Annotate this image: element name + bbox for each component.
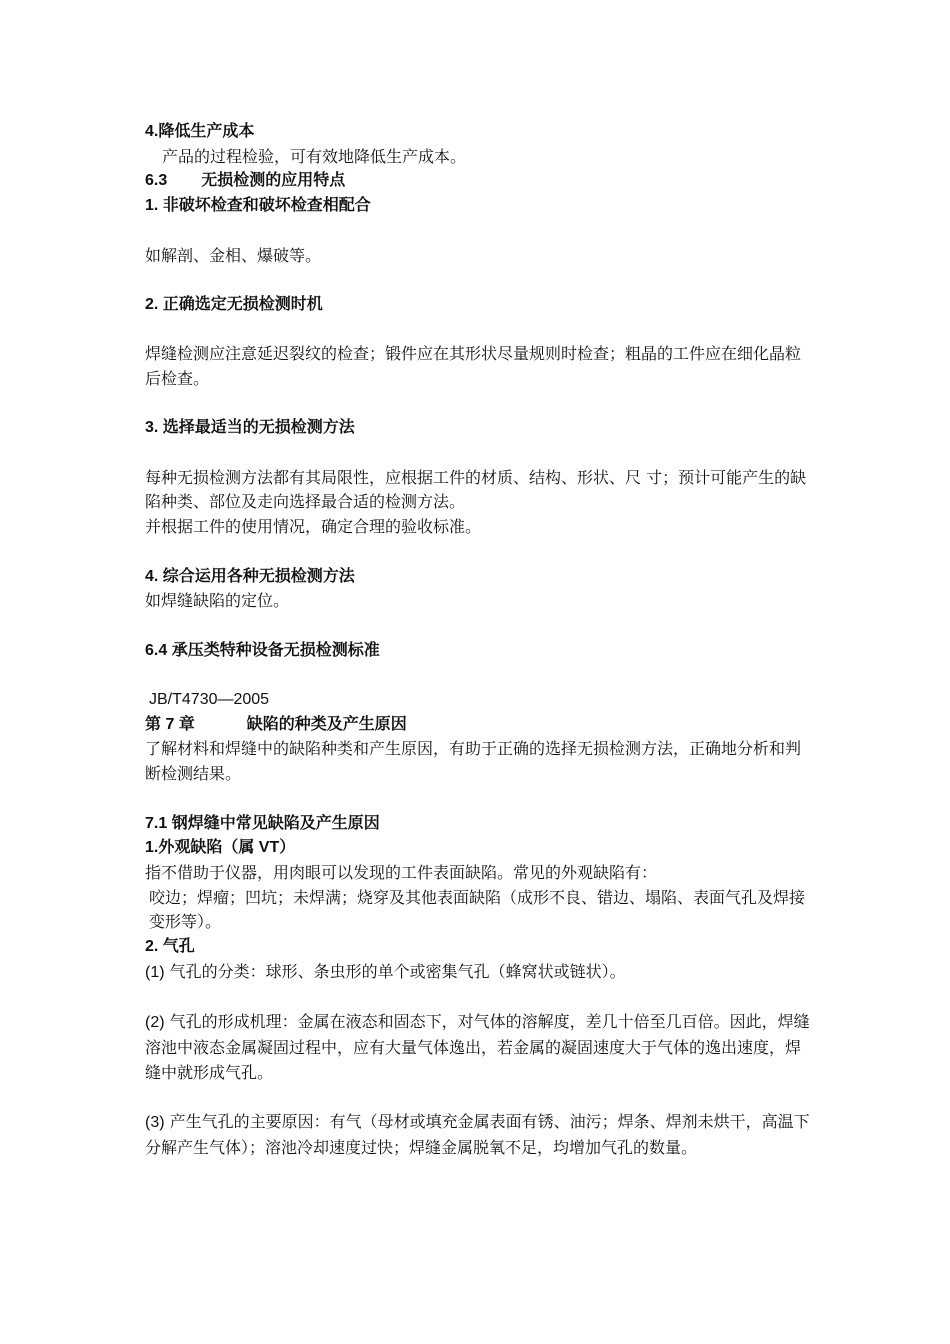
section-6-3-title: 无损检测的应用特点 [201, 172, 346, 190]
point-4-text: 如焊缝缺陷的定位。 [145, 591, 290, 611]
chapter-7-title: 缺陷的种类及产生原因 [246, 715, 407, 733]
section-4-heading: 4.降低生产成本 [145, 123, 255, 140]
point-1-text: 如解剖、金相、爆破等。 [145, 245, 322, 265]
visual-defects-text-1: 指不借助于仪器，用肉眼可以发现的工件表面缺陷。常见的外观缺陷有： [145, 862, 658, 882]
point-2-text: 焊缝检测应注意延迟裂纹的检查；锻件应在其形状尽量规则时检查；粗晶的工件应在细化晶粒后检查。 [145, 344, 802, 388]
point-3-heading: 3. 选择最适当的无损检测方法 [145, 419, 355, 437]
porosity-item-3-number: (3) [145, 1113, 165, 1131]
chapter-7-number: 第 7 章 [145, 715, 195, 733]
point-4-heading: 4. 综合运用各种无损检测方法 [145, 567, 355, 585]
chapter-7-intro: 了解材料和焊缝中的缺陷种类和产生原因，有助于正确的选择无损检测方法，正确地分析和判断检测结果。 [145, 739, 802, 784]
porosity-item-3 [145, 1110, 810, 1160]
porosity-item-1-number: (1) [145, 963, 165, 981]
porosity-heading: 2. 气孔 [145, 938, 195, 956]
porosity-item-3-text: 产生气孔的主要原因：有气（母材或填充金属表面有锈、油污；焊条、焊剂未烘干，高温下分解产生气体）；溶池冷却速度过快；焊缝金属脱氧不足，均增加气孔的数量。 [145, 1111, 810, 1157]
section-6-4-heading: 6.4 承压类特种设备无损检测标准 [145, 641, 380, 659]
point-2-heading: 2. 正确选定无损检测时机 [145, 295, 323, 313]
standard-code: JB/T4730—2005 [149, 691, 270, 709]
porosity-item-1-text: 气孔的分类：球形、条虫形的单个或密集气孔（蜂窝状或链状）。 [169, 961, 626, 981]
visual-defects-text-2: 咬边；焊瘤；凹坑；未焊满；烧穿及其他表面缺陷（成形不良、错边、塌陷、表面气孔及焊接变形等）。 [149, 887, 806, 932]
porosity-item-2-number: (2) [145, 1014, 165, 1032]
porosity-item-2-text: 气孔的形成机理：金属在液态和固态下，对气体的溶解度，差几十倍至几百倍。因此，焊缝溶池中液态金属凝固过程中，应有大量气体逸出，若金属的凝固速度大于气体的逸出速度，焊缝中就形成气孔。 [145, 1012, 810, 1082]
porosity-item-2 [145, 1010, 810, 1085]
porosity-item-1 [145, 960, 810, 986]
chapter-7-heading [145, 713, 810, 738]
point-3-text-1: 每种无损检测方法都有其局限性，应根据工件的材质、结构、形状、尺 寸；预计可能产生的缺陷种类、部位及走向选择最合适的检测方法。 [145, 467, 807, 512]
section-7-1-heading: 7.1 钢焊缝中常见缺陷及产生原因 [145, 814, 380, 832]
point-3-text-2: 并根据工件的使用情况，确定合理的验收标准。 [145, 517, 482, 537]
section-6-3-number: 6.3 [145, 172, 168, 190]
section-6-3-heading [145, 169, 810, 194]
document-page [145, 120, 810, 1160]
visual-defects-heading: 1.外观缺陷（属 VT） [145, 839, 296, 857]
section-4-text: 产品的过程检验，可有效地降低生产成本。 [162, 146, 467, 166]
point-1-heading: 1. 非破坏检查和破坏检查相配合 [145, 197, 371, 215]
